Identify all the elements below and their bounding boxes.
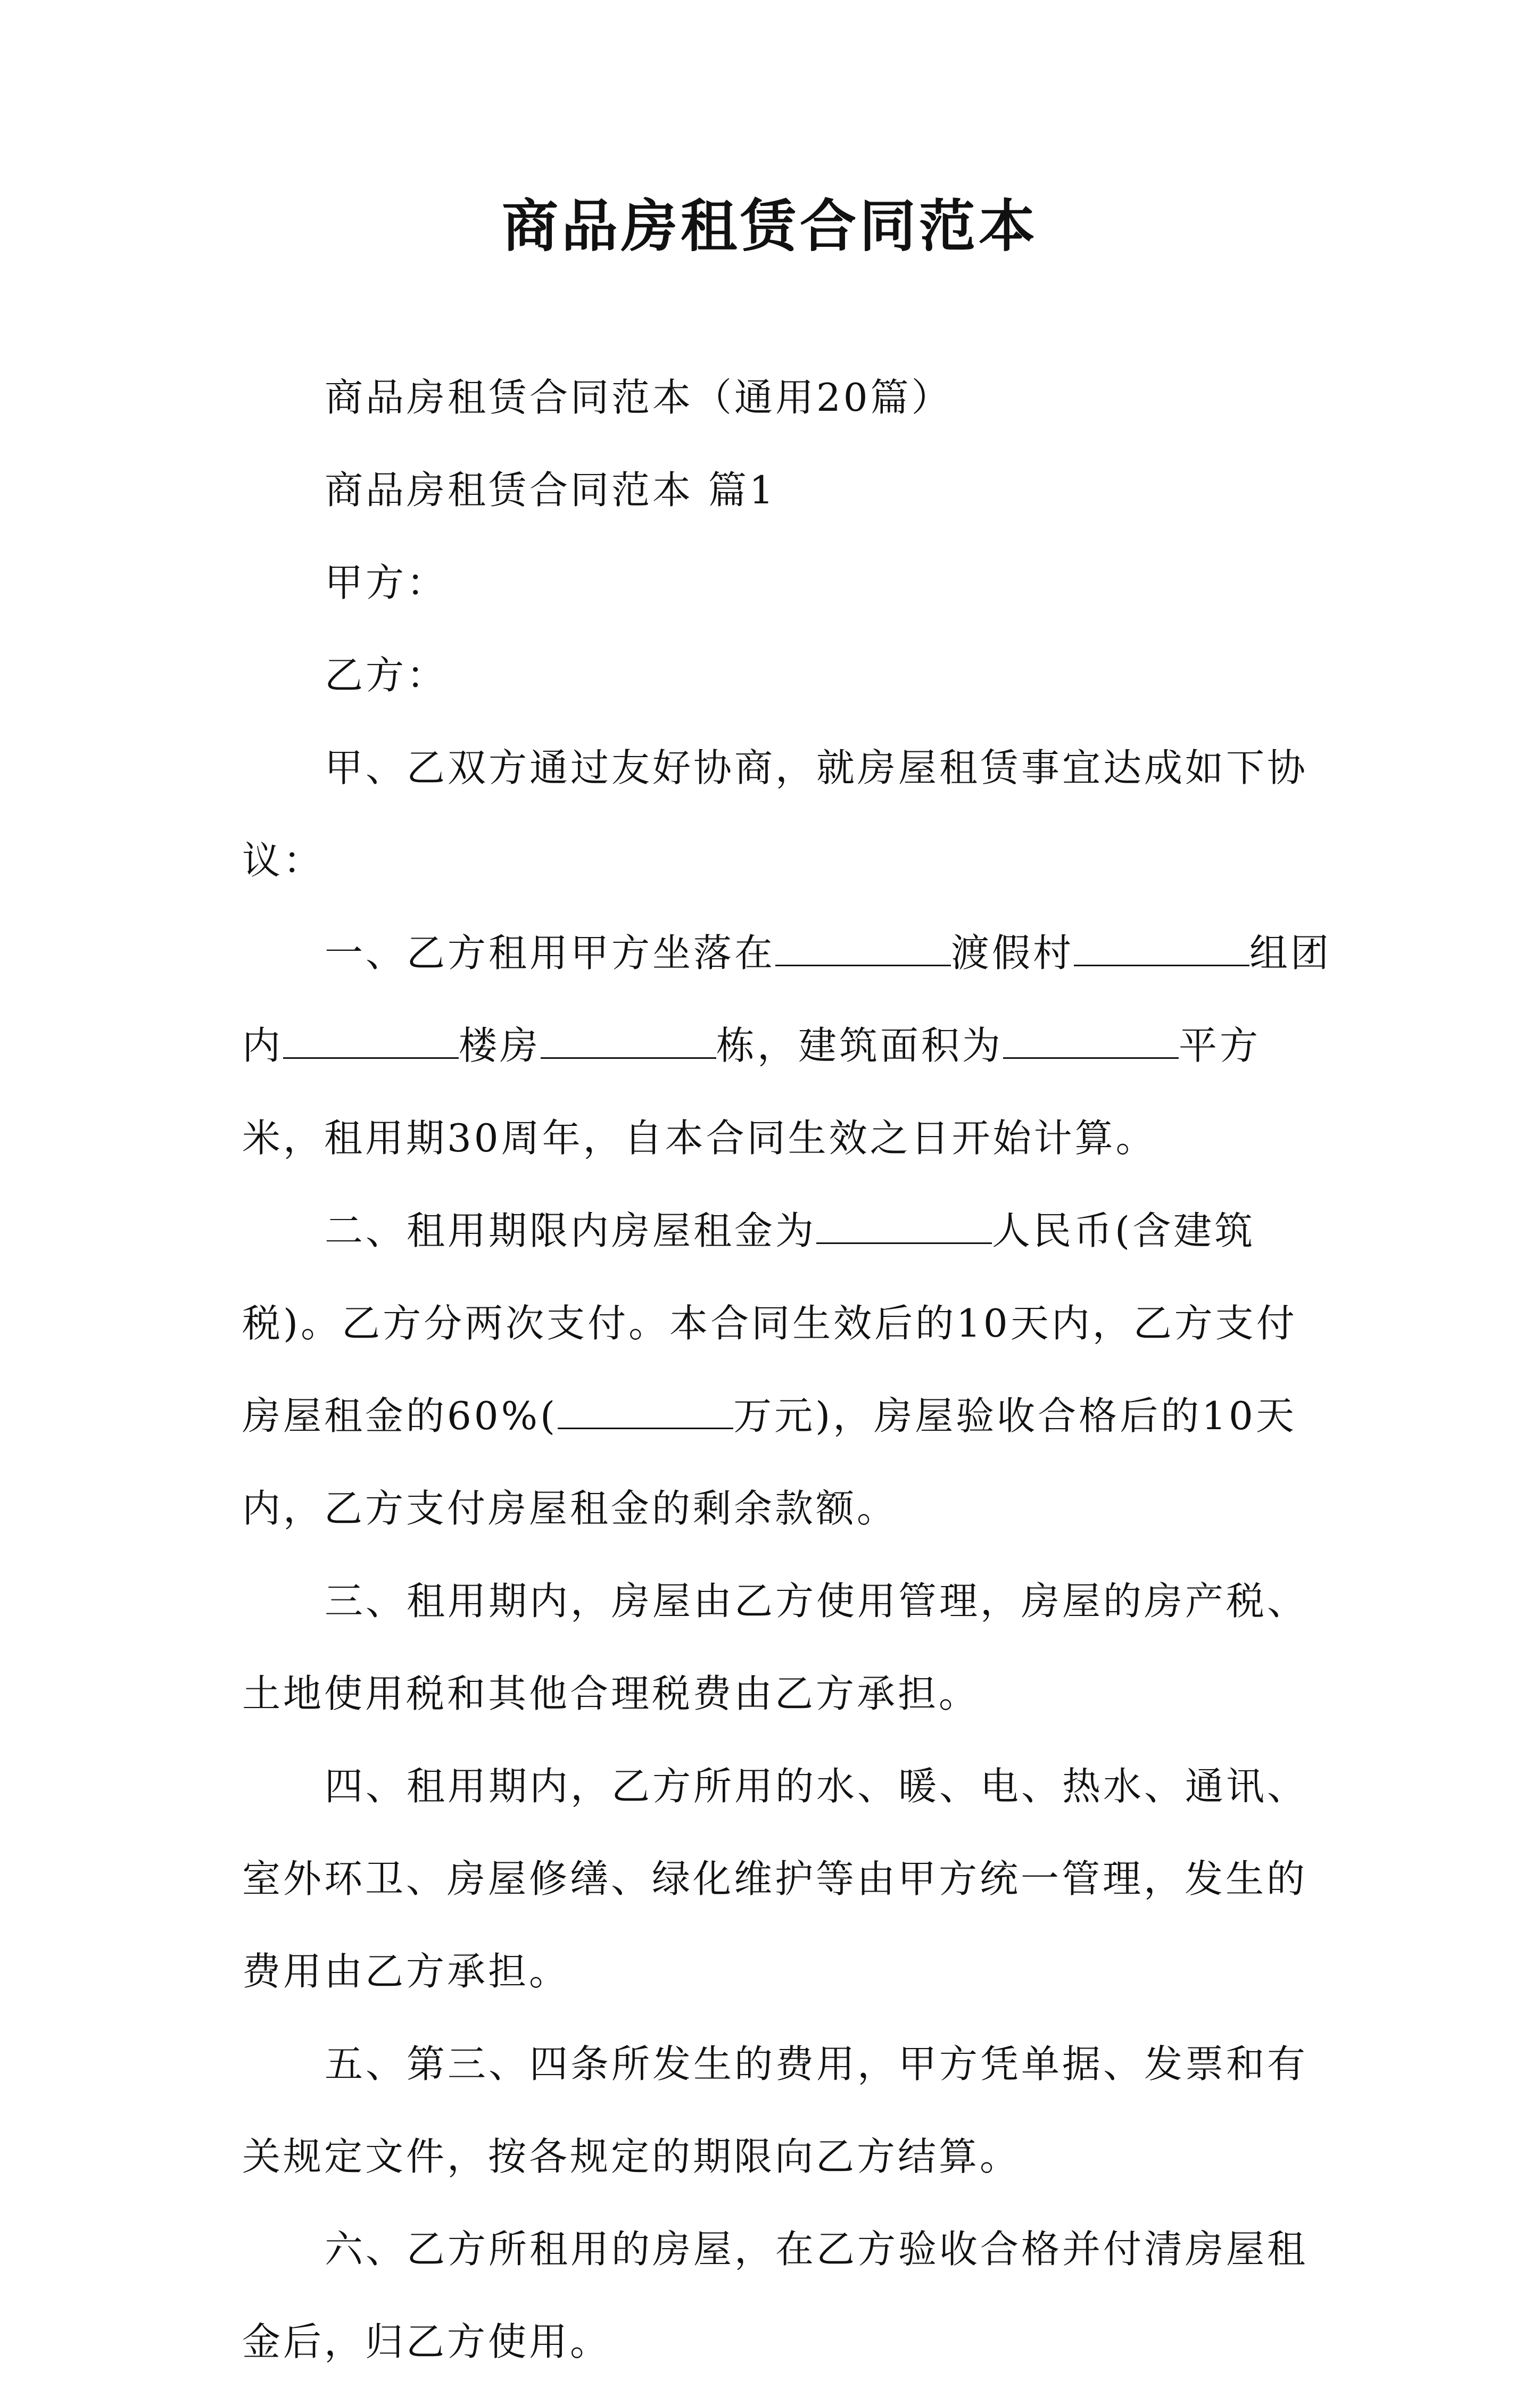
document-body [242,351,1333,2388]
blank-unit-field[interactable] [541,1023,716,1059]
blank-building-field[interactable] [283,1023,459,1059]
blank-location-field[interactable] [775,931,951,966]
blank-deposit-field[interactable] [558,1394,733,1429]
blank-group-field[interactable] [1074,931,1249,966]
clause-1-text-5: 栋，建筑面积为 [716,1023,1004,1068]
intro-paragraph: 甲、乙双方通过友好协商，就房屋租赁事宜达成如下协议： [242,745,1309,883]
party-a-line: 甲方： [325,560,448,605]
clause-1-text-4: 楼房 [459,1023,541,1068]
document-title: 商品房租赁合同范本 [502,193,1038,259]
party-b-line: 乙方： [325,653,448,698]
clause-1-text-6: 平方米，租用期30周年，自本合同生效之日开始计算。 [242,1023,1261,1160]
clause-2-text-3: 万元)，房屋验收合格后的10天内，乙方支付房屋租金的剩余款额。 [242,1394,1297,1531]
clause-1-text-1: 一、乙方租用甲方坐落在 [325,931,776,975]
clause-2-text-2: 人民币(含建筑税)。乙方分两次支付。本合同生效后的10天内，乙方支付房屋租金的60%( [242,1208,1297,1438]
section-heading: 商品房租赁合同范本 篇1 [325,468,776,512]
blank-area-field[interactable] [1003,1023,1179,1059]
blank-rent-field[interactable] [816,1208,992,1244]
clause-2 [242,1184,1333,1555]
clause-3: 三、租用期内，房屋由乙方使用管理，房屋的房产税、土地使用税和其他合理税费由乙方承担。 [242,1579,1309,1716]
clause-4: 四、租用期内，乙方所用的水、暖、电、热水、通讯、室外环卫、房屋修缮、绿化维护等由甲方统一管理，发生的费用由乙方承担。 [242,1764,1309,1994]
clause-1-text-2: 渡假村 [951,931,1074,975]
clause-5: 五、第三、四条所发生的费用，甲方凭单据、发票和有关规定文件，按各规定的期限向乙方结算。 [242,2042,1309,2179]
subtitle: 商品房租赁合同范本（通用20篇） [325,375,953,420]
clause-1 [242,907,1333,1184]
clause-6: 六、乙方所租用的房屋，在乙方验收合格并付清房屋租金后，归乙方使用。 [242,2227,1309,2364]
clause-1-text-3: 组团内 [242,931,1332,1068]
clause-2-text-1: 二、租用期限内房屋租金为 [325,1208,817,1253]
